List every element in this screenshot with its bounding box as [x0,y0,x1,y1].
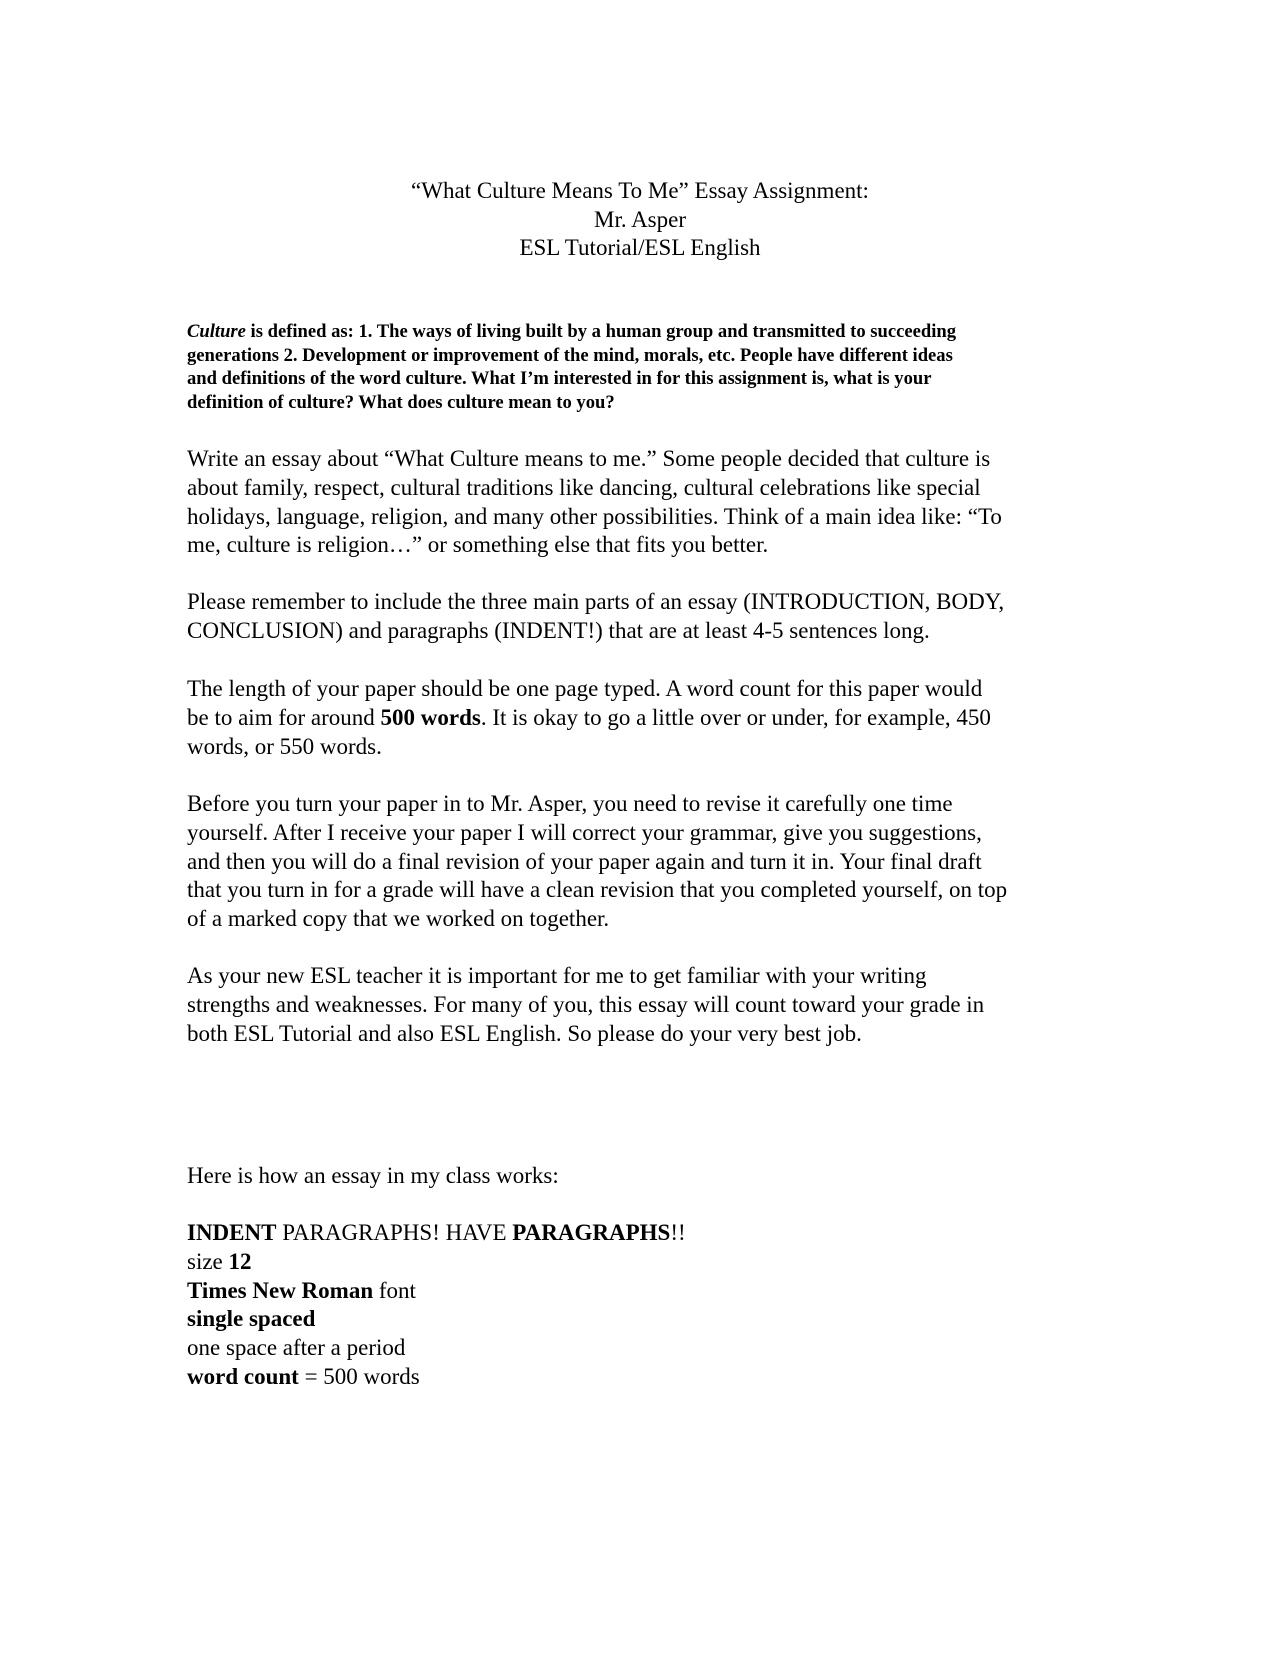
rule-text: PARAGRAPHS! HAVE [276,1220,513,1245]
rule-bold: INDENT [187,1220,277,1245]
paragraph-line: and then you will do a final revision of your paper again and turn it in. Your final draft [187,848,982,874]
assignment-title: “What Culture Means To Me” Essay Assignment: [411,178,869,203]
paragraph-essay-prompt [187,445,1097,560]
rule-item [187,1248,1097,1277]
paragraph-line [187,704,1097,733]
paragraph-line: yourself. After I receive your paper I will correct your grammar, give you suggestions, [187,819,982,845]
rule-text: font [373,1277,416,1303]
definition-line: generations 2. Development or improvement of the mind, morals, etc. People have different ideas [187,344,953,366]
paragraph-line: holidays, language, religion, and many other possibilities. Think of a main idea like: “To [187,503,1002,529]
paragraph-line: that you turn in for a grade will have a clean revision that you completed yourself, on top [187,877,1008,903]
rule-bold: Times New Roman [187,1277,374,1303]
definition-line-text: is defined as: 1. The ways of living built by a human group and transmitted to succeeding [245,321,957,342]
paragraph-line: both ESL Tutorial and also ESL English. So please do your very best job. [187,1020,862,1046]
rule-text: = 500 words [298,1363,420,1389]
course-name: ESL Tutorial/ESL English [519,235,761,260]
rule-item [187,1219,1097,1248]
paragraph-text: . It is okay to go a little over or under, for example, 450 [480,704,991,730]
definition-term: Culture [187,321,246,342]
paragraph-line: Please remember to include the three main parts of an essay (INTRODUCTION, BODY, [187,589,1005,614]
paragraph-how-it-works [187,1162,1097,1191]
rule-item [187,1363,1097,1392]
definition-line [187,320,1087,344]
paragraph-essay-parts [187,588,1097,646]
paragraph-line: about family, respect, cultural traditions like dancing, cultural celebrations like special [187,474,981,500]
rule-item [187,1277,1097,1306]
word-target: 500 words [380,704,481,730]
paragraph-teacher-note [187,962,1097,1048]
formatting-rules-list [187,1219,1097,1392]
rule-item [187,1305,1097,1334]
rule-text: !! [670,1220,686,1245]
paragraph-line: Before you turn your paper in to Mr. Asper, you need to revise it carefully one time [187,791,953,816]
paragraph-line: me, culture is religion…” or something else that fits you better. [187,532,769,558]
definition-line: definition of culture? What does culture mean to you? [187,391,615,413]
paragraph-revision [187,790,1097,934]
paragraph-line: Write an essay about “What Culture means to me.” Some people decided that culture is [187,446,991,471]
teacher-name: Mr. Asper [594,206,686,232]
rule-item [187,1334,1097,1363]
paragraph-line: words, or 550 words. [187,733,382,759]
definition-line: and definitions of the word culture. What I’m interested in for this assignment is, what is your [187,368,932,390]
rule-bold: PARAGRAPHS [512,1220,671,1245]
rule-bold: single spaced [187,1306,316,1332]
paragraph-line: strengths and weaknesses. For many of you, this essay will count toward your grade in [187,991,985,1017]
culture-definition [187,320,1087,414]
paragraph-text: be to aim for around [187,704,381,730]
rule-bold: word count [187,1363,299,1389]
paragraph-line: CONCLUSION) and paragraphs (INDENT!) that are at least 4-5 sentences long. [187,617,930,643]
document-header [0,177,1280,263]
paragraph-line: As your new ESL teacher it is important for me to get familiar with your writing [187,963,927,988]
paragraph-line: of a marked copy that we worked on together. [187,906,610,932]
paragraph-line: The length of your paper should be one page typed. A word count for this paper would [187,676,983,701]
rule-text: one space after a period [187,1335,406,1361]
paragraph-line: Here is how an essay in my class works: [187,1163,559,1188]
rule-bold: 12 [228,1248,252,1274]
paragraph-length [187,675,1097,761]
rule-text: size [187,1248,229,1274]
